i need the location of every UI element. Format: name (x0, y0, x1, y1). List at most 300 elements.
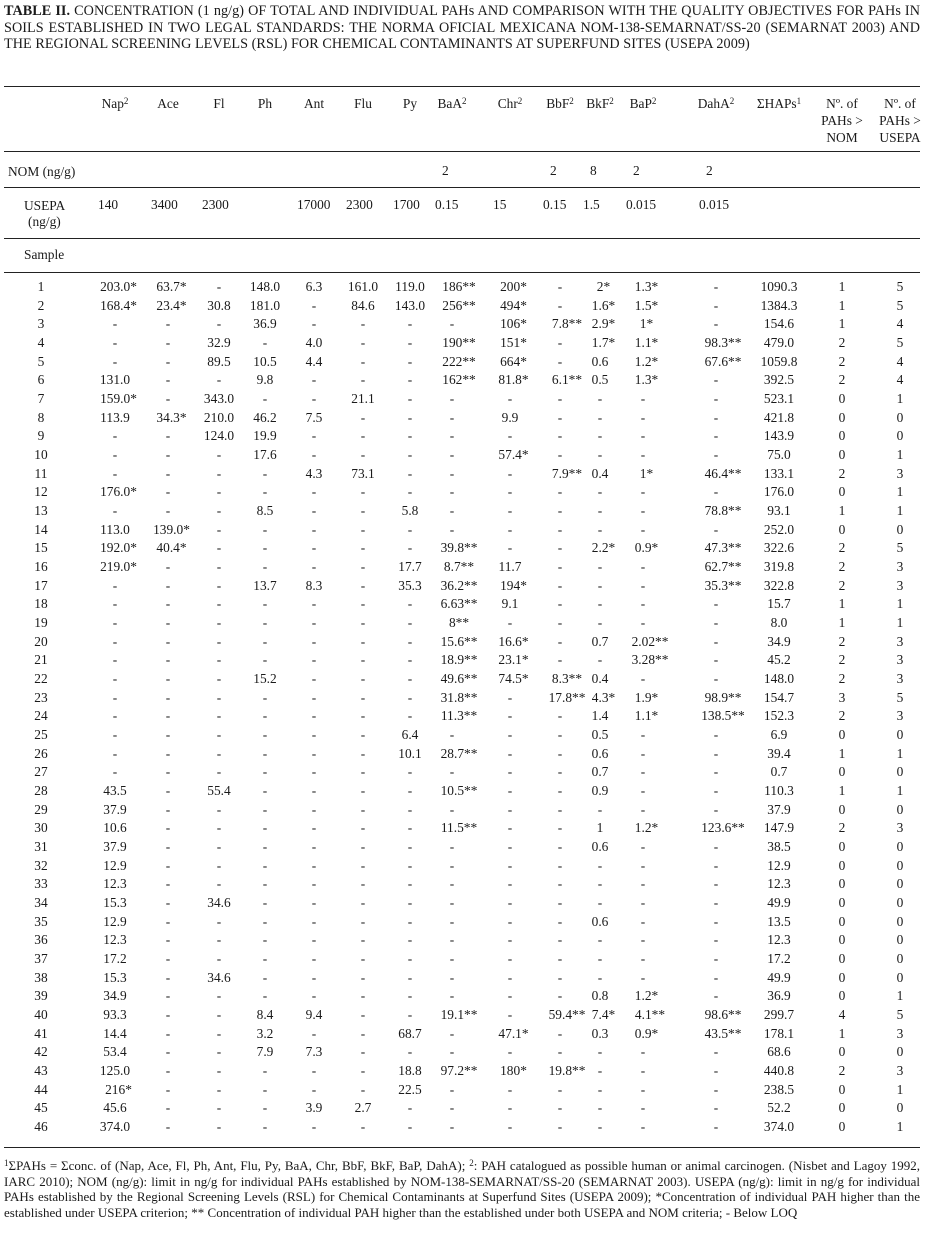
cell-chr: - (507, 895, 513, 911)
cell-bbf: - (557, 633, 563, 649)
column-header-bbf (546, 96, 574, 111)
sample-number: 17 (34, 577, 48, 593)
cell-ph: 46.2 (253, 409, 277, 425)
cell-fl: 32.9 (207, 335, 231, 350)
header-bottom-rule (4, 151, 920, 152)
sample-number: 34 (34, 895, 48, 911)
cell-count-usepa: 0 (896, 857, 904, 873)
cell-chr: 9.1 (501, 596, 519, 612)
cell-bbf: - (557, 708, 563, 724)
cell-total-pahs: 45.2 (767, 652, 791, 668)
cell-ph: - (262, 1081, 268, 1097)
cell-py: - (407, 969, 413, 985)
cell-ace: - (165, 1063, 171, 1079)
cell-total-pahs: 12.9 (767, 857, 791, 873)
cell-bbf: - (557, 876, 563, 892)
cell-bkf: - (597, 391, 603, 407)
column-header-label: Chr (497, 96, 518, 111)
cell-bbf: 17.8** (548, 689, 586, 705)
cell-daha: - (713, 839, 719, 855)
cell-bap: - (640, 745, 646, 761)
cell-py: - (407, 764, 413, 780)
cell-daha: 62.7** (704, 559, 742, 575)
cell-bbf: - (557, 521, 563, 537)
cell-baa: 186** (442, 279, 476, 294)
column-header-haps (757, 96, 801, 111)
cell-bkf: 0.6 (591, 913, 609, 929)
cell-baa: 162** (442, 372, 476, 388)
cell-daha: - (713, 745, 719, 761)
cell-bbf: - (557, 447, 563, 463)
cell-daha: 35.3** (704, 577, 742, 593)
cell-count-nom: 2 (838, 577, 846, 593)
cell-ant: - (311, 372, 317, 388)
cell-ant: - (311, 820, 317, 836)
cell-bbf: - (557, 783, 563, 799)
cell-fl: - (216, 484, 222, 500)
sample-number: 31 (34, 839, 48, 855)
cell-total-pahs: 75.0 (767, 447, 791, 463)
cell-bap: - (640, 596, 646, 612)
cell-py: - (407, 335, 413, 350)
cell-nap: 93.3 (103, 1007, 127, 1023)
cell-flu: - (360, 745, 366, 761)
cell-ace: - (165, 391, 171, 407)
cell-ace: - (165, 951, 171, 967)
cell-ace: - (165, 428, 171, 444)
usepa-limit-flu: 2300 (346, 197, 373, 212)
cell-ant: - (311, 839, 317, 855)
cell-chr: 9.9 (501, 409, 519, 425)
cell-count-nom: 2 (838, 372, 846, 388)
column-header-label: DahA (697, 96, 730, 111)
cell-count-nom: 2 (838, 559, 846, 575)
cell-ph: - (262, 876, 268, 892)
cell-nap: 14.4 (103, 1025, 127, 1041)
column-header-label: Py (402, 96, 418, 111)
cell-bkf: - (597, 652, 603, 668)
cell-ph: - (262, 596, 268, 612)
cell-py: - (407, 839, 413, 855)
cell-ace: - (165, 689, 171, 705)
cell-py: - (407, 353, 413, 369)
cell-daha: - (713, 932, 719, 948)
cell-ph: - (262, 521, 268, 537)
cell-baa: 19.1** (440, 1007, 478, 1023)
cell-ant: - (311, 895, 317, 911)
cell-py: - (407, 372, 413, 388)
cell-nap: - (112, 727, 118, 743)
cell-bkf: - (597, 932, 603, 948)
cell-bap: - (640, 895, 646, 911)
cell-bbf: - (557, 428, 563, 444)
cell-bap: 1.1* (634, 708, 659, 724)
cell-baa: - (449, 727, 455, 743)
cell-flu: - (360, 521, 366, 537)
column-header-daha (698, 96, 734, 111)
cell-ph: - (262, 764, 268, 780)
cell-bbf: - (557, 540, 563, 556)
cell-flu: - (360, 876, 366, 892)
cell-flu: - (360, 503, 366, 519)
footnote-sup-1: 1 (4, 1158, 9, 1168)
cell-total-pahs: 8.0 (770, 615, 788, 631)
cell-count-usepa: 0 (896, 839, 904, 855)
cell-ant: - (311, 428, 317, 444)
cell-bkf: - (597, 951, 603, 967)
cell-ph: - (262, 391, 268, 407)
table-bottom-rule (4, 1147, 920, 1148)
cell-count-usepa: 0 (896, 727, 904, 743)
cell-ace: - (165, 1119, 171, 1135)
cell-ant: - (311, 1081, 317, 1097)
cell-ph: - (262, 895, 268, 911)
cell-baa: - (449, 428, 455, 444)
cell-fl: - (216, 372, 222, 388)
cell-bkf: 4.3* (591, 689, 616, 705)
nom-row-label: NOM (ng/g) (8, 164, 76, 179)
usepa-row-rule (4, 238, 920, 239)
cell-nap: 216* (105, 1081, 132, 1097)
cell-bap: - (640, 447, 646, 463)
cell-chr: - (507, 689, 513, 705)
cell-chr: - (507, 484, 513, 500)
cell-bap: 1.5* (634, 297, 659, 313)
cell-baa: - (449, 521, 455, 537)
cell-nap: 45.6 (103, 1100, 127, 1116)
cell-count-nom: 0 (838, 932, 846, 948)
cell-bkf: 0.5 (591, 372, 609, 388)
cell-py: - (407, 540, 413, 556)
cell-nap: 12.3 (103, 932, 127, 948)
sample-number: 40 (34, 1007, 48, 1023)
cell-py: 5.8 (401, 503, 419, 519)
cell-bap: - (640, 932, 646, 948)
cell-bkf: 0.4 (591, 465, 609, 481)
cell-count-nom: 2 (838, 465, 846, 481)
cell-fl: - (216, 839, 222, 855)
cell-ant: - (311, 596, 317, 612)
column-header-ant (304, 96, 324, 111)
cell-baa: - (449, 484, 455, 500)
cell-fl: - (216, 279, 222, 294)
cell-baa: - (449, 839, 455, 855)
cell-ace: - (165, 1044, 171, 1060)
table-title: CONCENTRATION (1 ng/g) OF TOTAL AND INDIVIDUAL PAHs AND COMPARISON WITH THE QUALITY OBJECTIVES FOR PAHs IN SOILS ESTABLISHED IN TWO LEGAL STANDARDS: THE NORMA OFICIAL MEXICANA NOM-138-SEMARNAT/SS-20 (SEMARNAT 2003) AND THE REGIONAL SCREENING LEVELS (RSL) FOR CHEMICAL CONTAMINANTS AT SUPERFUND SITES (USEPA 2009) (4, 3, 921, 53)
cell-py: - (407, 801, 413, 817)
cell-ant: - (311, 447, 317, 463)
cell-ace: - (165, 727, 171, 743)
cell-count-nom: 0 (838, 1081, 846, 1097)
cell-daha: - (713, 951, 719, 967)
cell-nap: - (112, 708, 118, 724)
sample-number: 38 (34, 969, 48, 985)
cell-fl: 124.0 (203, 428, 235, 444)
cell-py: - (407, 1007, 413, 1023)
cell-ant: 4.3 (305, 465, 323, 481)
cell-bap: - (640, 671, 646, 687)
cell-fl: - (216, 652, 222, 668)
cell-chr: 74.5* (498, 671, 529, 687)
cell-total-pahs: 110.3 (764, 783, 794, 799)
cell-daha: 78.8** (704, 503, 742, 519)
cell-bap: - (640, 503, 646, 519)
cell-bbf: - (557, 559, 563, 575)
cell-count-usepa: 0 (896, 1100, 904, 1116)
cell-daha: - (713, 633, 719, 649)
cell-fl: - (216, 1119, 222, 1135)
cell-bkf: - (597, 409, 603, 425)
cell-ace: - (165, 503, 171, 519)
footnote-text-1: ΣPAHs = Σconc. of (Nap, Ace, Fl, Ph, Ant, Flu, Py, BaA, Chr, BbF, BkF, BaP, DahA); (8, 1158, 470, 1173)
cell-ph: - (262, 745, 268, 761)
cell-chr: 23.1* (498, 652, 529, 668)
count-header-usepa-line: Nº. of (884, 96, 916, 111)
cell-py: - (407, 913, 413, 929)
cell-count-nom: 1 (838, 279, 846, 294)
sample-number: 25 (34, 727, 48, 743)
cell-ace: - (165, 895, 171, 911)
cell-fl: - (216, 316, 222, 332)
column-header-bap (630, 96, 657, 111)
cell-ph: 148.0 (249, 279, 281, 294)
cell-ace: - (165, 876, 171, 892)
cell-count-nom: 1 (838, 596, 846, 612)
cell-ant: - (311, 1063, 317, 1079)
usepa-row-unit: (ng/g) (28, 214, 61, 229)
cell-bkf: - (597, 484, 603, 500)
cell-bbf: - (557, 1119, 563, 1135)
cell-bap: - (640, 783, 646, 799)
cell-bbf: - (557, 932, 563, 948)
cell-count-nom: 1 (838, 297, 846, 313)
usepa-limit-bap: 0.015 (626, 197, 657, 212)
cell-chr: - (507, 540, 513, 556)
column-header-superscript: 2 (729, 96, 735, 106)
cell-count-usepa: 5 (896, 1007, 904, 1023)
cell-flu: - (360, 1063, 366, 1079)
cell-ace: 139.0* (153, 521, 190, 537)
cell-count-nom: 0 (838, 876, 846, 892)
cell-py: - (407, 708, 413, 724)
cell-flu: - (360, 596, 366, 612)
cell-ph: - (262, 484, 268, 500)
cell-ph: - (262, 1100, 268, 1116)
cell-ant: 9.4 (305, 1007, 323, 1023)
cell-nap: 15.3 (103, 969, 127, 985)
cell-ph: 9.8 (256, 372, 274, 388)
cell-total-pahs: 17.2 (767, 951, 791, 967)
cell-nap: - (112, 577, 118, 593)
cell-total-pahs: 52.2 (767, 1100, 791, 1116)
cell-fl: - (216, 727, 222, 743)
cell-fl: - (216, 988, 222, 1004)
cell-py: - (407, 895, 413, 911)
cell-fl: - (216, 615, 222, 631)
column-header-label: Nap (101, 96, 124, 111)
cell-bap: - (640, 559, 646, 575)
cell-bap: - (640, 1044, 646, 1060)
cell-flu: - (360, 764, 366, 780)
cell-bbf: - (557, 820, 563, 836)
cell-ant: - (311, 559, 317, 575)
cell-nap: 37.9 (103, 839, 127, 855)
cell-daha: 67.6** (704, 353, 742, 369)
cell-baa: - (449, 1100, 455, 1116)
cell-nap: 374.0 (99, 1119, 131, 1135)
cell-py: - (407, 1044, 413, 1060)
sample-number: 13 (34, 503, 48, 519)
cell-ph: 13.7 (253, 577, 277, 593)
cell-ace: - (165, 353, 171, 369)
usepa-limit-ace: 3400 (151, 197, 178, 212)
cell-py: 6.4 (401, 727, 419, 743)
cell-ph: - (262, 727, 268, 743)
cell-ace: - (165, 559, 171, 575)
cell-nap: 43.5 (103, 783, 127, 799)
cell-baa: - (449, 391, 455, 407)
cell-baa: - (449, 876, 455, 892)
cell-baa: 10.5** (440, 783, 478, 799)
cell-bkf: 2.9* (591, 316, 616, 332)
cell-total-pahs: 0.7 (770, 764, 788, 780)
sample-number: 19 (34, 615, 48, 631)
cell-ant: - (311, 484, 317, 500)
cell-daha: 47.3** (704, 540, 742, 556)
sample-number: 35 (34, 913, 48, 929)
column-header-label: Ph (257, 96, 273, 111)
cell-ace: - (165, 484, 171, 500)
cell-chr: - (507, 1119, 513, 1135)
cell-chr: 81.8* (498, 372, 529, 388)
cell-baa: - (449, 1081, 455, 1097)
cell-baa: 31.8** (440, 689, 478, 705)
cell-bap: - (640, 577, 646, 593)
cell-count-usepa: 4 (896, 316, 904, 332)
cell-daha: 98.6** (704, 1007, 742, 1023)
sample-number: 5 (37, 353, 45, 369)
cell-daha: 123.6** (701, 820, 745, 836)
cell-count-usepa: 0 (896, 801, 904, 817)
cell-ace: 40.4* (156, 540, 187, 556)
cell-total-pahs: 319.8 (763, 559, 795, 575)
cell-ace: - (165, 1081, 171, 1097)
cell-ace: - (165, 372, 171, 388)
cell-ace: - (165, 783, 171, 799)
cell-ph: - (262, 857, 268, 873)
column-header-baa (437, 96, 466, 111)
usepa-limit-ant: 17000 (297, 197, 331, 212)
cell-count-usepa: 1 (896, 615, 904, 631)
cell-nap: 15.3 (103, 895, 127, 911)
column-header-fl (213, 96, 224, 111)
cell-flu: 21.1 (351, 391, 375, 407)
cell-ace: - (165, 839, 171, 855)
cell-bap: 3.28** (631, 652, 669, 668)
cell-count-usepa: 0 (896, 932, 904, 948)
cell-total-pahs: 39.4 (767, 745, 791, 761)
cell-bap: - (640, 801, 646, 817)
cell-nap: 53.4 (103, 1044, 127, 1060)
cell-daha: - (713, 652, 719, 668)
cell-count-usepa: 0 (896, 764, 904, 780)
cell-ph: - (262, 689, 268, 705)
cell-bbf: - (557, 951, 563, 967)
cell-flu: - (360, 540, 366, 556)
cell-count-nom: 0 (838, 391, 846, 407)
cell-bkf: 0.7 (591, 633, 609, 649)
cell-chr: - (507, 969, 513, 985)
cell-nap: - (112, 615, 118, 631)
cell-nap: 37.9 (103, 801, 127, 817)
cell-fl: - (216, 857, 222, 873)
cell-ph: - (262, 335, 268, 350)
cell-ace: - (165, 913, 171, 929)
column-header-superscript: 2 (651, 96, 657, 106)
cell-py: - (407, 409, 413, 425)
cell-ace: - (165, 652, 171, 668)
cell-bap: 1.3* (634, 372, 659, 388)
cell-ph: - (262, 932, 268, 948)
cell-ant: - (311, 988, 317, 1004)
cell-bbf: - (557, 353, 563, 369)
cell-bbf: - (557, 484, 563, 500)
cell-daha: - (713, 521, 719, 537)
cell-daha: - (713, 895, 719, 911)
cell-count-nom: 0 (838, 1100, 846, 1116)
cell-count-nom: 1 (838, 615, 846, 631)
cell-bkf: - (597, 969, 603, 985)
cell-flu: - (360, 1025, 366, 1041)
cell-flu: - (360, 652, 366, 668)
cell-nap: - (112, 447, 118, 463)
cell-fl: - (216, 801, 222, 817)
table-label: TABLE II. (4, 3, 71, 19)
cell-count-usepa: 0 (896, 895, 904, 911)
cell-py: - (407, 857, 413, 873)
cell-nap: - (112, 764, 118, 780)
cell-count-nom: 0 (838, 428, 846, 444)
cell-ant: - (311, 708, 317, 724)
cell-count-usepa: 5 (896, 297, 904, 313)
cell-chr: - (507, 745, 513, 761)
cell-bkf: - (597, 857, 603, 873)
cell-baa: 11.3** (440, 708, 478, 724)
cell-baa: 97.2** (440, 1063, 478, 1079)
cell-flu: - (360, 820, 366, 836)
cell-bbf: - (557, 913, 563, 929)
cell-count-nom: 0 (838, 727, 846, 743)
cell-fl: - (216, 633, 222, 649)
cell-flu: - (360, 484, 366, 500)
cell-total-pahs: 36.9 (767, 988, 791, 1004)
count-header-nom-line: PAHs > (821, 113, 863, 128)
cell-count-nom: 1 (838, 745, 846, 761)
cell-fl: - (216, 1081, 222, 1097)
cell-ph: 36.9 (253, 316, 277, 332)
cell-bkf: 0.7 (591, 764, 609, 780)
cell-total-pahs: 49.9 (767, 969, 791, 985)
sample-number: 15 (34, 540, 48, 556)
cell-py: 35.3 (398, 577, 422, 593)
sample-number: 6 (37, 372, 45, 388)
cell-bap: 1.9* (634, 689, 659, 705)
cell-daha: - (713, 671, 719, 687)
cell-count-usepa: 1 (896, 484, 904, 500)
cell-ant: 4.4 (305, 353, 323, 369)
cell-bkf: 2* (596, 279, 611, 294)
nom-limit-bbf: 2 (550, 163, 557, 178)
